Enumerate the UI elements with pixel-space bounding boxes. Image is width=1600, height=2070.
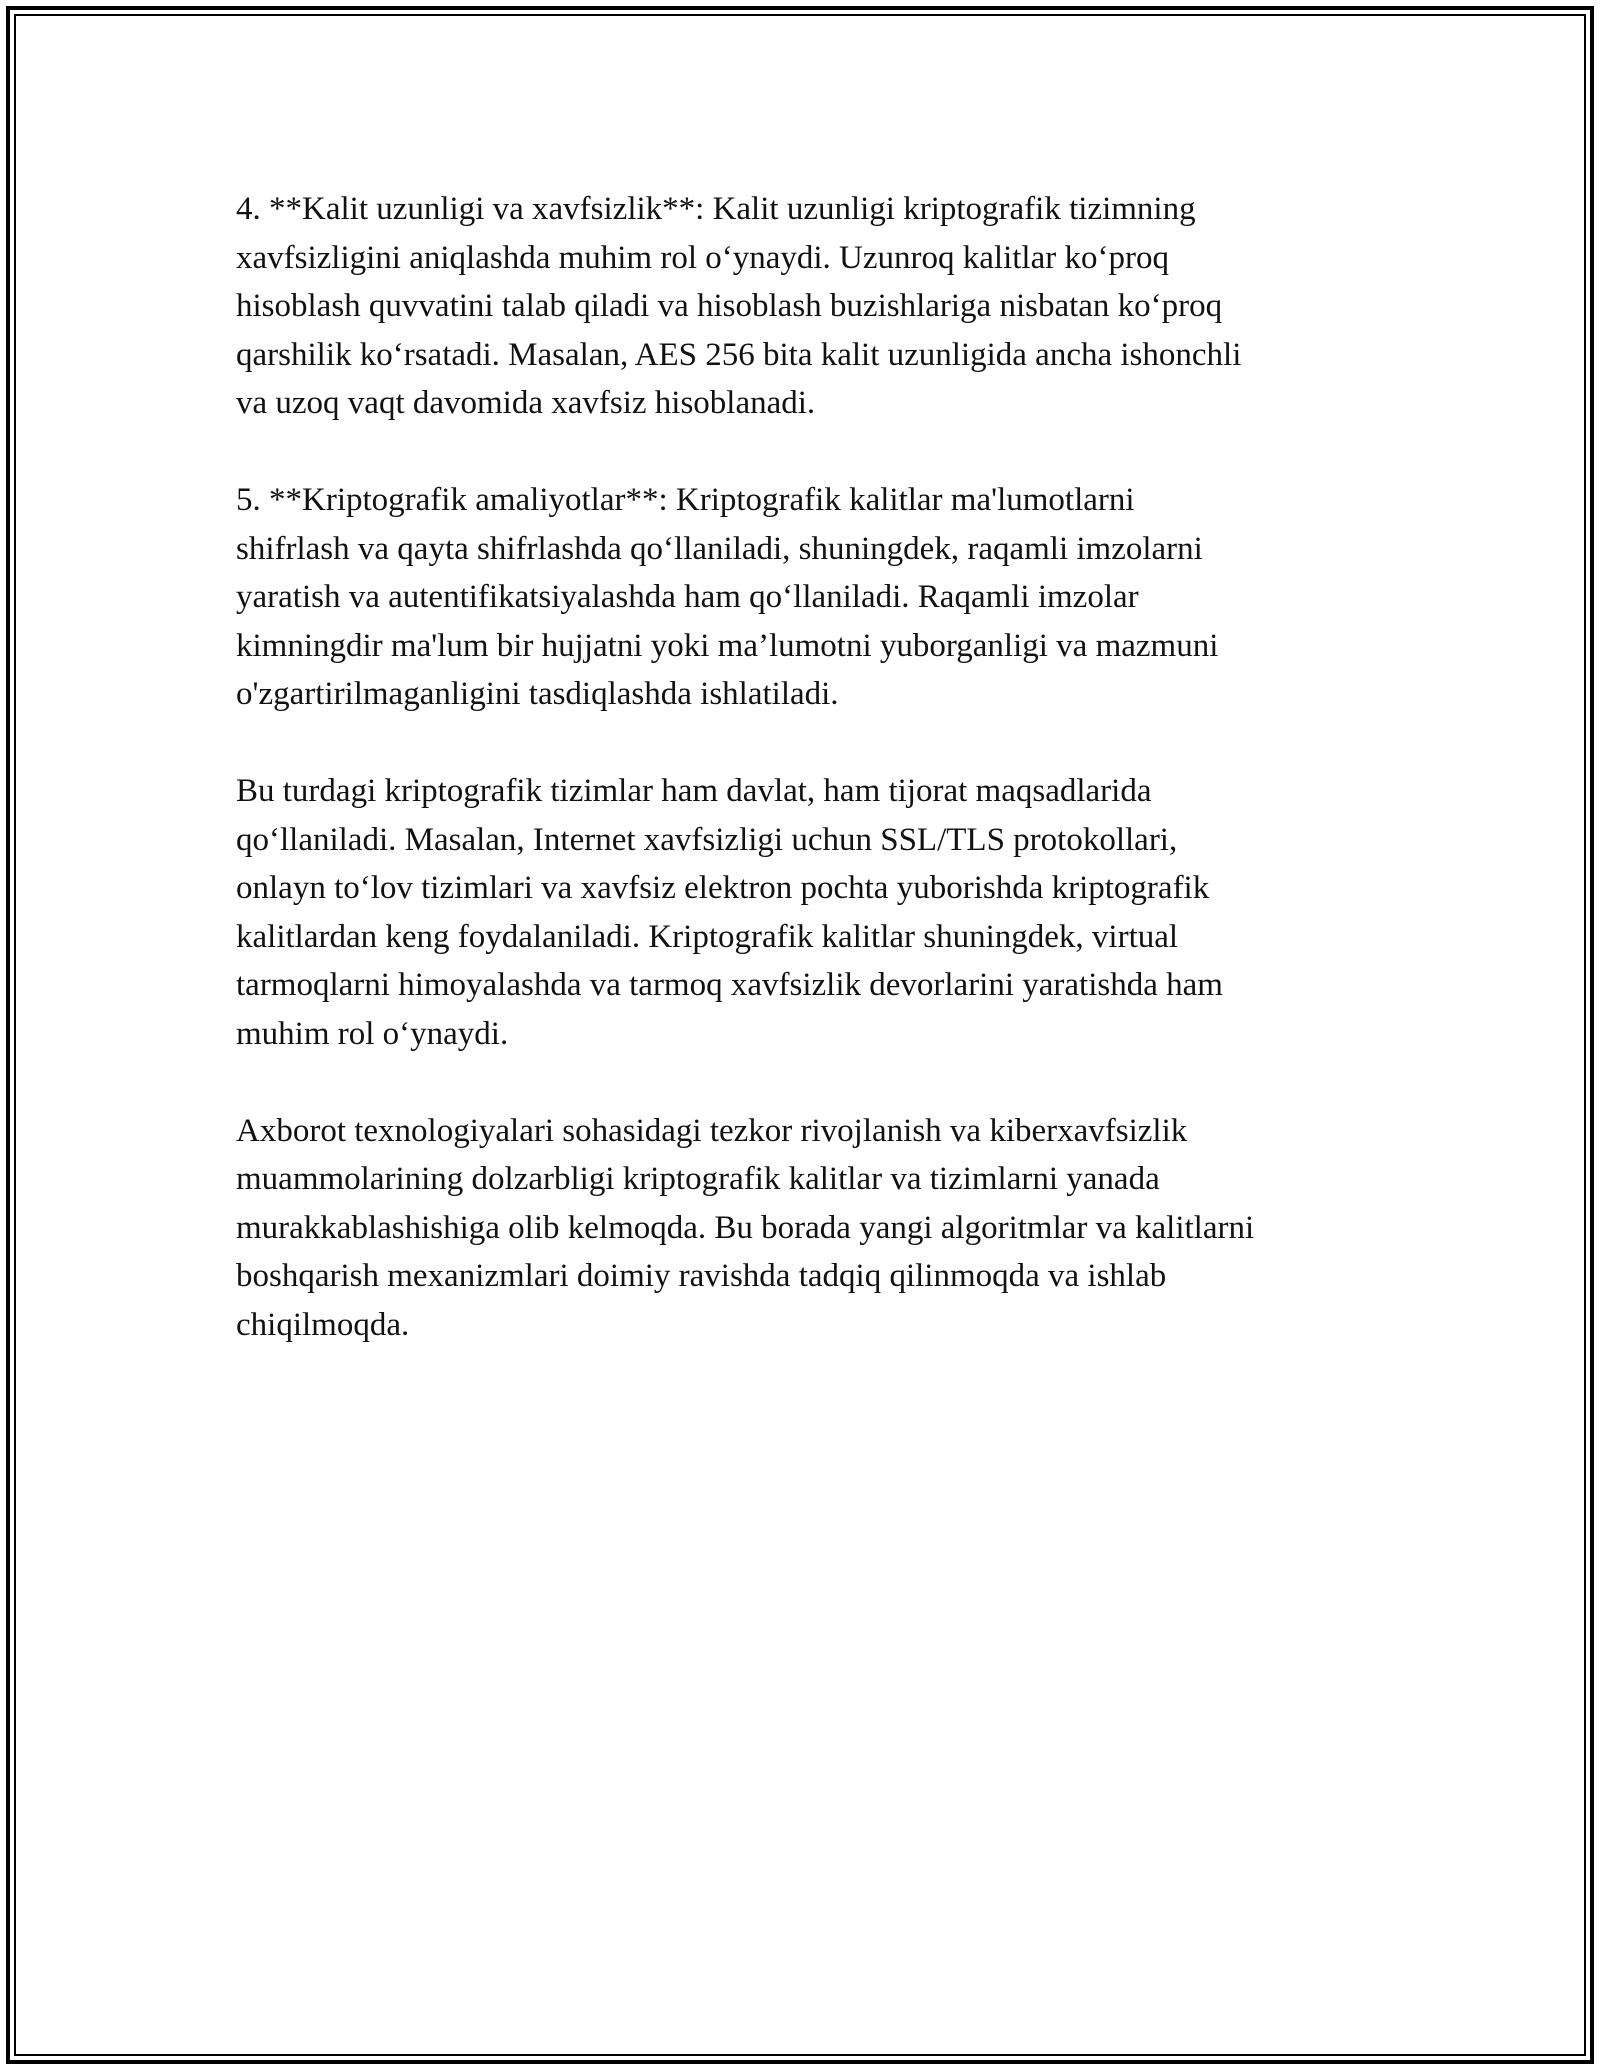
text-line: chiqilmoqda. <box>236 1306 410 1343</box>
text-line: 4. **Kalit uzunligi va xavfsizlik**: Kalit uzunligi kriptografik tizimning <box>236 191 1196 227</box>
text-line: boshqarish mexanizmlari doimiy ravishda tadqiq qilinmoqda va ishlab <box>236 1258 1167 1294</box>
text-line: shifrlash va qayta shifrlashda qo‘llaniladi, shuningdek, raqamli imzolarni <box>236 530 1203 567</box>
paragraph-applications <box>236 767 1376 1058</box>
paragraph-conclusion <box>236 1107 1376 1350</box>
paragraph-key-length <box>236 185 1376 428</box>
text-line: 5. **Kriptografik amaliyotlar**: Kriptografik kalitlar ma'lumotlarni <box>236 482 1135 518</box>
text-line: Axborot texnologiyalari sohasidagi tezkor rivojlanish va kiberxavfsizlik <box>236 1112 1188 1149</box>
text-line: qarshilik ko‘rsatadi. Masalan, AES 256 bita kalit uzunligida ancha ishonchli <box>236 336 1242 373</box>
text-line: murakkablashishiga olib kelmoqda. Bu borada yangi algoritmlar va kalitlarni <box>236 1209 1255 1246</box>
text-line: kalitlardan keng foydalaniladi. Kriptografik kalitlar shuningdek, virtual <box>236 918 1179 955</box>
text-line: Bu turdagi kriptografik tizimlar ham davlat, ham tijorat maqsadlarida <box>236 773 1152 809</box>
document-body <box>236 185 1376 1398</box>
text-line: va uzoq vaqt davomida xavfsiz hisoblanadi. <box>236 385 816 421</box>
text-line: yaratish va autentifikatsiyalashda ham qo‘llaniladi. Raqamli imzolar <box>236 579 1139 615</box>
paragraph-crypto-practices <box>236 476 1376 719</box>
text-line: qo‘llaniladi. Masalan, Internet xavfsizligi uchun SSL/TLS protokollari, <box>236 821 1178 858</box>
text-line: muhim rol o‘ynaydi. <box>236 1015 509 1052</box>
text-line: xavfsizligini aniqlashda muhim rol o‘ynaydi. Uzunroq kalitlar ko‘proq <box>236 239 1169 276</box>
text-line: tarmoqlarni himoyalashda va tarmoq xavfsizlik devorlarini yaratishda ham <box>236 967 1223 1003</box>
text-line: o'zgartirilmaganligini tasdiqlashda ishlatiladi. <box>236 676 839 712</box>
text-line: onlayn to‘lov tizimlari va xavfsiz elektron pochta yuborishda kriptografik <box>236 870 1210 906</box>
text-line: hisoblash quvvatini talab qiladi va hisoblash buzishlariga nisbatan ko‘proq <box>236 288 1223 324</box>
text-line: kimningdir ma'lum bir hujjatni yoki ma’lumotni yuborganligi va mazmuni <box>236 627 1219 664</box>
text-line: muammolarining dolzarbligi kriptografik kalitlar va tizimlarni yanada <box>236 1161 1160 1197</box>
